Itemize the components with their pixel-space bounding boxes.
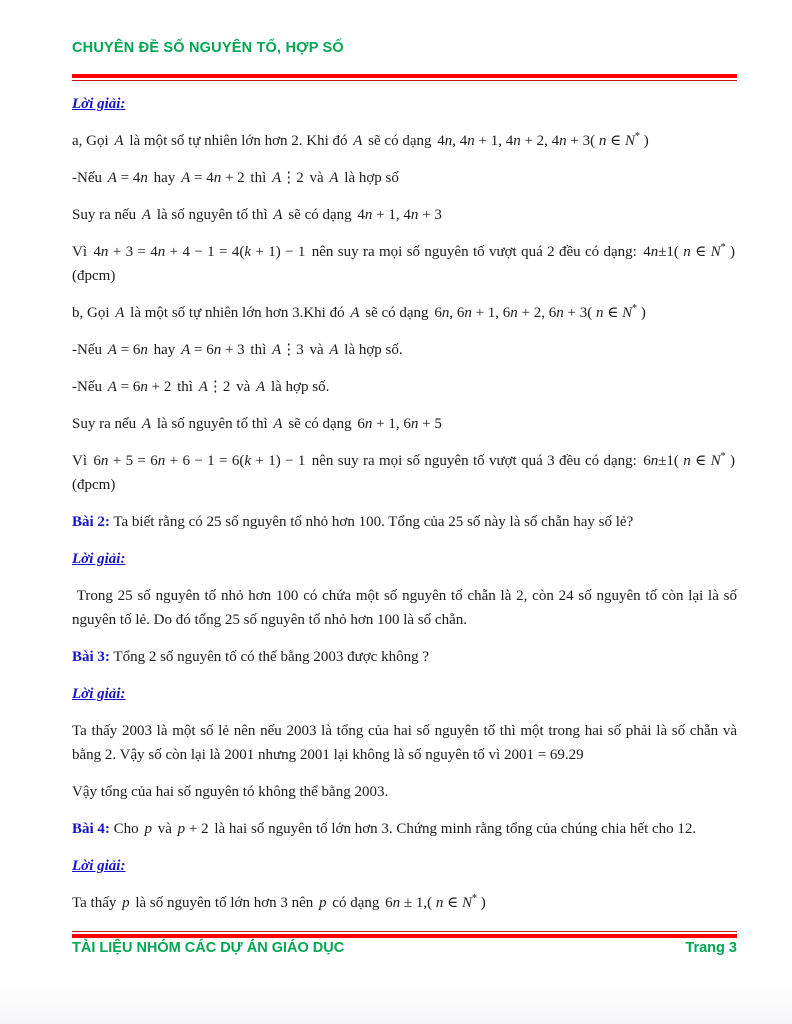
text-run: Cho xyxy=(109,821,143,837)
text-run: là hợp số. xyxy=(267,379,330,395)
text-run: -Nếu xyxy=(72,379,106,395)
paragraph xyxy=(72,301,737,325)
solution-label: Lời giải: xyxy=(72,96,126,112)
page-header-title: CHUYÊN ĐỀ SỐ NGUYÊN TỐ, HỢP SỐ xyxy=(72,40,344,56)
page-footer xyxy=(72,940,737,956)
text-run: Vì xyxy=(72,453,92,469)
text-run: -Nếu xyxy=(72,342,106,358)
header-rule xyxy=(72,74,737,81)
math-run: 4n±1( n ∈ N* ) xyxy=(643,242,736,260)
paragraph xyxy=(72,780,737,804)
paragraph xyxy=(72,449,737,497)
math-run: A xyxy=(141,416,152,432)
text-run: thì xyxy=(173,379,197,395)
text-run: Ta biết rằng có 25 số nguyên tố nhỏ hơn 100. Tổng của 25 số này là số chẵn hay số lẻ? xyxy=(109,514,634,530)
text-run: a, Gọi xyxy=(72,133,113,149)
paragraph xyxy=(72,817,737,841)
paragraph xyxy=(72,166,737,190)
math-run: 6n, 6n + 1, 6n + 2, 6n + 3( n ∈ N* ) xyxy=(434,303,646,321)
text-run: Tổng 2 số nguyên tố có thể bằng 2003 được không ? xyxy=(109,649,429,665)
content xyxy=(72,92,737,928)
text-run: sẽ có dạng xyxy=(284,207,356,223)
text-run: (đpcm) xyxy=(72,268,116,284)
math-run: A xyxy=(353,133,363,149)
math-run: 6n ± 1,( n ∈ N* ) xyxy=(385,893,486,911)
paragraph xyxy=(72,719,737,767)
paragraph xyxy=(72,203,737,227)
text-run: và xyxy=(153,821,176,837)
paragraph xyxy=(72,338,737,362)
math-run: A = 6n xyxy=(107,342,148,358)
text-run: là số nguyên tố thì xyxy=(153,416,272,432)
text-run: là hợp số. xyxy=(340,342,403,358)
text-run: thì xyxy=(246,342,271,358)
math-run: A⋮2 xyxy=(272,170,304,186)
text-run: b, Gọi xyxy=(72,305,114,321)
math-run: A xyxy=(273,207,283,223)
text-run: có dạng xyxy=(328,895,384,911)
math-run: p xyxy=(144,821,152,837)
paragraph xyxy=(72,510,737,534)
text-run: và xyxy=(305,170,328,186)
text-run: Ta thấy xyxy=(72,895,121,911)
text-run: là số nguyên tố thì xyxy=(153,207,272,223)
math-run: A = 6n + 2 xyxy=(107,379,172,395)
paragraph xyxy=(72,129,737,153)
text-run: Suy ra nếu xyxy=(72,207,140,223)
text-run: Vậy tổng của hai số nguyên tó không thể bằng 2003. xyxy=(72,784,389,800)
text-run: nên suy ra mọi số nguyên tố vượt quá 2 đều có dạng: xyxy=(307,244,642,260)
paragraph xyxy=(72,645,737,669)
math-run: 6n + 5 = 6n + 6 − 1 = 6(k + 1) − 1 xyxy=(93,453,306,469)
math-run: 4n + 3 = 4n + 4 − 1 = 4(k + 1) − 1 xyxy=(93,244,306,260)
text-run: Suy ra nếu xyxy=(72,416,140,432)
text-run: là hợp số xyxy=(340,170,399,186)
footer-left-text: TÀI LIỆU NHÓM CÁC DỰ ÁN GIÁO DỤC xyxy=(72,940,345,956)
math-run: 4n + 1, 4n + 3 xyxy=(357,207,442,223)
footer-page-number: Trang 3 xyxy=(685,940,737,956)
solution-label: Lời giải: xyxy=(72,858,126,874)
text-run: là số nguyên tố lớn hơn 3 nên xyxy=(131,895,318,911)
text-run: sẽ có dạng xyxy=(284,416,356,432)
paragraph xyxy=(72,375,737,399)
text-run: -Nếu xyxy=(72,170,106,186)
paragraph xyxy=(72,584,737,632)
text-run: hay xyxy=(149,170,180,186)
math-run: A xyxy=(329,342,339,358)
math-run: A xyxy=(256,379,266,395)
solution-label: Lời giải: xyxy=(72,686,126,702)
exercise-label: Bài 3: xyxy=(72,649,110,665)
math-run: A xyxy=(350,305,360,321)
paragraph xyxy=(72,412,737,436)
text-run: hay xyxy=(149,342,180,358)
text-run: (đpcm) xyxy=(72,477,116,493)
text-run: Trong 25 số nguyên tố nhỏ hơn 100 có chứa một số nguyên tố chẵn là 2, còn 24 số nguyên tố còn lại là số nguyên tố lẻ. Do đó tổng 25 số nguyên tố nhỏ hơn 100 là số chẵn. xyxy=(72,588,737,628)
math-run: A = 4n + 2 xyxy=(181,170,245,186)
solution-label: Lời giải: xyxy=(72,551,126,567)
text-run: nên suy ra mọi số nguyên tố vượt quá 3 đều có dạng: xyxy=(307,453,642,469)
math-run: A xyxy=(273,416,283,432)
math-run: A⋮3 xyxy=(272,342,304,358)
math-run: A xyxy=(141,207,152,223)
paragraph xyxy=(72,891,737,915)
math-run: A xyxy=(115,305,125,321)
math-run: p xyxy=(122,895,130,911)
text-run: sẽ có dạng xyxy=(364,133,436,149)
exercise-label: Bài 2: xyxy=(72,514,110,530)
text-run: là hai số nguyên tố lớn hơn 3. Chứng minh rằng tổng của chúng chia hết cho 12. xyxy=(210,821,697,837)
math-run: 4n, 4n + 1, 4n + 2, 4n + 3( n ∈ N* ) xyxy=(437,131,649,149)
math-run: A xyxy=(114,133,124,149)
text-run: là một số tự nhiên lớn hơn 3.Khi đó xyxy=(126,305,349,321)
text-run: Ta thấy 2003 là một số lẻ nên nếu 2003 là tổng của hai số nguyên tố thì một trong hai số phải là số chẵn và bằng 2. Vậy số còn lại là 2001 nhưng 2001 lại không là số nguyên tố vì 2001 = 69.29 xyxy=(72,723,737,763)
text-run: sẽ có dạng xyxy=(361,305,433,321)
exercise-label: Bài 4: xyxy=(72,821,110,837)
math-run: A⋮2 xyxy=(198,379,231,395)
math-run: A = 6n + 3 xyxy=(181,342,245,358)
math-run: 6n±1( n ∈ N* ) xyxy=(643,451,736,469)
text-run: thì xyxy=(246,170,271,186)
paragraph xyxy=(72,240,737,288)
math-run: A xyxy=(329,170,339,186)
text-run: Vì xyxy=(72,244,92,260)
footer-rule xyxy=(72,931,737,938)
math-run: p xyxy=(319,895,327,911)
math-run: A = 4n xyxy=(107,170,148,186)
text-run: và xyxy=(232,379,255,395)
math-run: 6n + 1, 6n + 5 xyxy=(357,416,442,432)
math-run: p + 2 xyxy=(177,821,209,837)
text-run: là một số tự nhiên lớn hơn 2. Khi đó xyxy=(125,133,352,149)
text-run: và xyxy=(305,342,328,358)
